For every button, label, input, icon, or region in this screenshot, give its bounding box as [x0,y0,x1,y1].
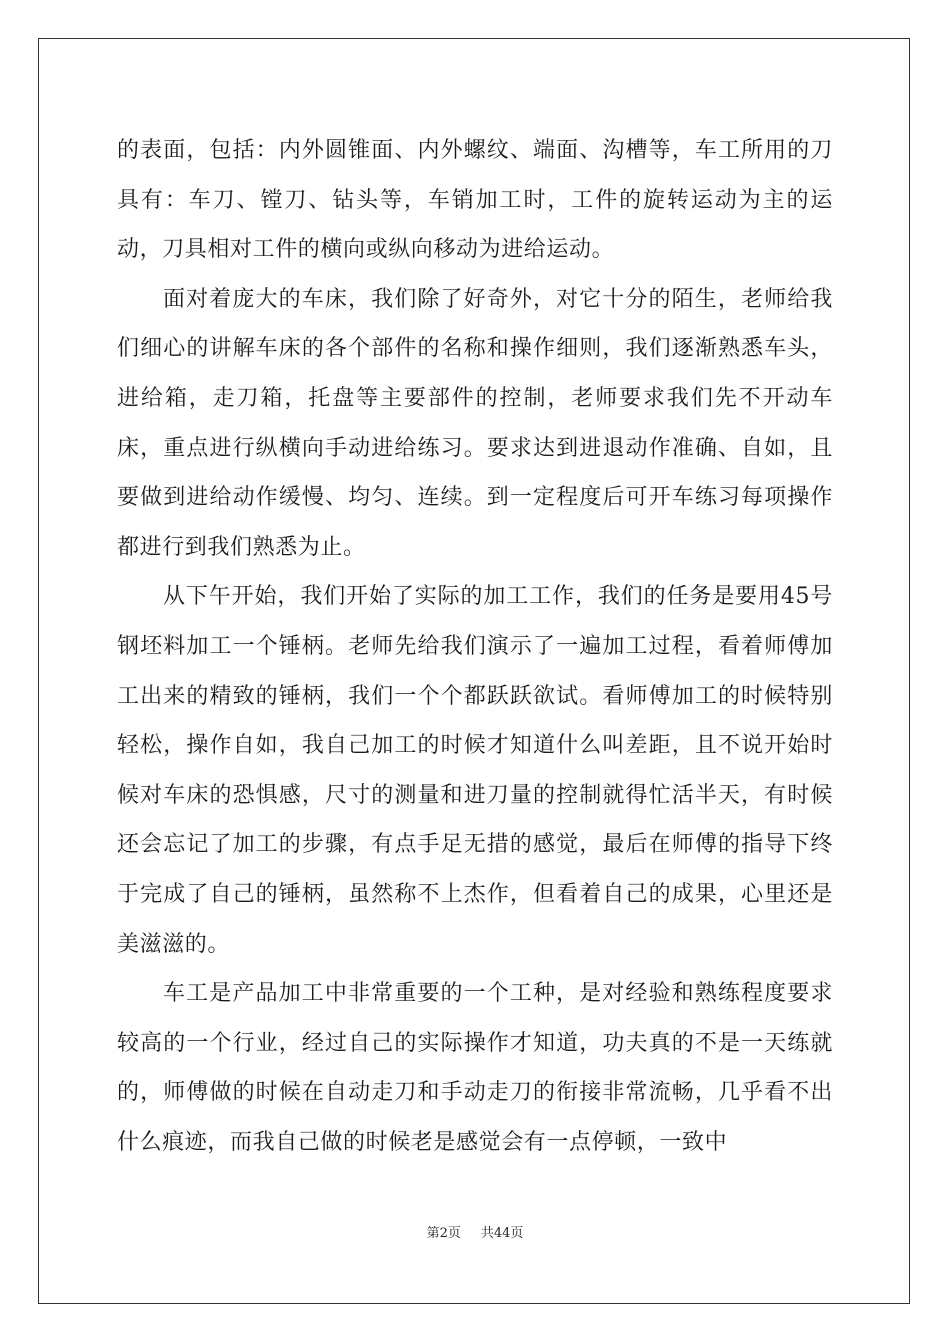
paragraph-1: 的表面，包括：内外圆锥面、内外螺纹、端面、沟槽等，车工所用的刀具有：车刀、镗刀、钻头等，车销加工时，工件的旋转运动为主的运动，刀具相对工件的横向或纵向移动为进给运动。 [117,138,833,263]
page-footer [0,1222,950,1241]
page-number: 第2页 [426,1226,461,1241]
paragraph-2: 面对着庞大的车床，我们除了好奇外，对它十分的陌生，老师给我们细心的讲解车床的各个部件的名称和操作细则，我们逐渐熟悉车头，进给箱，走刀箱，托盘等主要部件的控制，老师要求我们先不开动车床，重点进行纵横向手动进给练习。要求达到进退动作准确、自如，且要做到进给动作缓慢、均匀、连续。到一定程度后可开车练习每项操作都进行到我们熟悉为止。 [117,286,833,560]
paragraph-3: 从下午开始，我们开始了实际的加工工作，我们的任务是要用45号钢坯料加工一个锤柄。老师先给我们演示了一遍加工过程，看着师傅加工出来的精致的锤柄，我们一个个都跃跃欲试。看师傅加工的时候特别轻松，操作自如，我自己加工的时候才知道什么叫差距，且不说开始时候对车床的恐惧感，尺寸的测量和进刀量的控制就得忙活半天，有时候还会忘记了加工的步骤，有点手足无措的感觉，最后在师傅的指导下终于完成了自己的锤柄，虽然称不上杰作，但看着自己的成果，心里还是美滋滋的。 [117,584,833,957]
document-body [117,126,833,1167]
paragraph-4: 车工是产品加工中非常重要的一个工种，是对经验和熟练程度要求较高的一个行业，经过自己的实际操作才知道，功夫真的不是一天练就的，师傅做的时候在自动走刀和手动走刀的衔接非常流畅，几乎看不出什么痕迹，而我自己做的时候老是感觉会有一点停顿，一致中 [117,981,833,1155]
page-total: 共44页 [480,1226,524,1241]
